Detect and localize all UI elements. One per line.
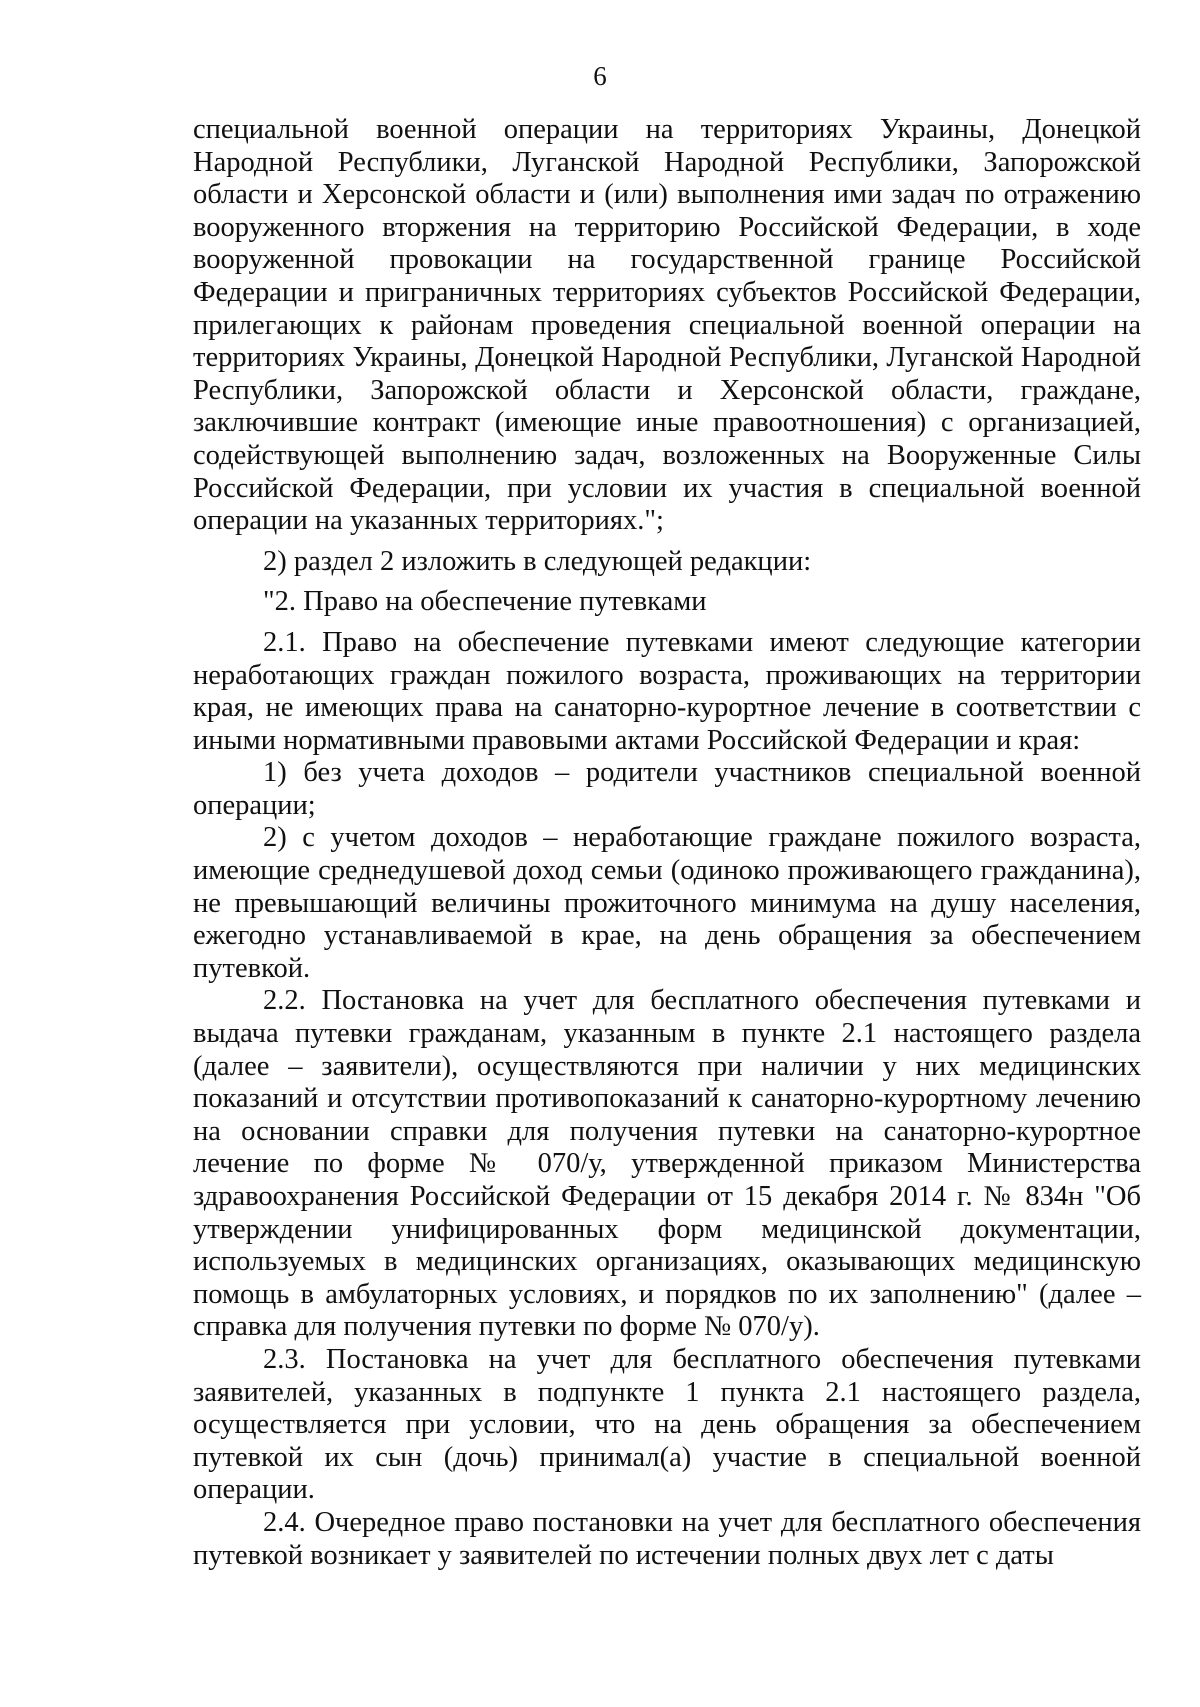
paragraph-section-2-instruction: 2) раздел 2 изложить в следующей редакции: <box>263 545 812 577</box>
paragraph-2-1-item-1: 1) без учета доходов – родители участников специальной военной операции; <box>193 757 1141 821</box>
paragraph-2-1-item-2: 2) с учетом доходов – неработающие граждане пожилого возраста, имеющие среднедушевой доход семьи (одиноко проживающего гражданина), не превышающий величины прожиточного минимума на душу населения, ежегодно устанавливаемой в крае, на день обращения за обеспечением путевкой. <box>193 822 1141 984</box>
paragraph-continuation: специальной военной операции на территориях Украины, Донецкой Народной Республики, Луганской Народной Республики, Запорожской области и Херсонской области и (или) выполнения ими задач по отражению вооруженного вторжения на территорию Российской Федерации, в ходе вооруженной провокации на государственной границе Российской Федерации и приграничных территориях субъектов Российской Федерации, прилегающих к районам проведения специальной военной операции на территориях Украины, Донецкой Народной Республики, Луганской Народной Республики, Запорожской области и Херсонской области, граждане, заключившие контракт (имеющие иные правоотношения) с организацией, содействующей выполнению задач, возложенных на Вооруженные Силы Российской Федерации, при условии их участия в специальной военной операции на указанных территориях."; <box>193 114 1141 537</box>
document-body <box>193 114 1141 1572</box>
paragraph-2-3: 2.3. Постановка на учет для бесплатного обеспечения путевками заявителей, указанных в подпункте 1 пункта 2.1 настоящего раздела, осуществляется при условии, что на день обращения за обеспечением путевкой их сын (дочь) принимал(а) участие в специальной военной операции. <box>193 1343 1141 1506</box>
paragraph-2-4: 2.4. Очередное право постановки на учет для бесплатного обеспечения путевкой возникает у заявителей по истечении полных двух лет с даты <box>193 1506 1141 1571</box>
page-number: 6 <box>593 61 607 91</box>
section-heading: "2. Право на обеспечение путевками <box>263 586 707 618</box>
paragraph-2-2: 2.2. Постановка на учет для бесплатного обеспечения путевками и выдача путевки гражданам, указанным в пункте 2.1 настоящего раздела (далее – заявители), осуществляются при наличии у них медицинских показаний и отсутствии противопоказаний к санаторно-курортному лечению на основании справки для получения путевки на санаторно-курортное лечение по форме № 070/у, утвержденной приказом Министерства здравоохранения Российской Федерации от 15 декабря 2014 г. № 834н "Об утверждении унифицированных форм медицинской документации, используемых в медицинских организациях, оказывающих медицинскую помощь в амбулаторных условиях, и порядков по их заполнению" (далее – справка для получения путевки по форме № 070/у). <box>193 985 1141 1343</box>
paragraph-2-1: 2.1. Право на обеспечение путевками имеют следующие категории неработающих граждан пожилого возраста, проживающих на территории края, не имеющих права на санаторно-курортное лечение в соответствии с иными нормативными правовыми актами Российской Федерации и края: <box>193 626 1141 756</box>
